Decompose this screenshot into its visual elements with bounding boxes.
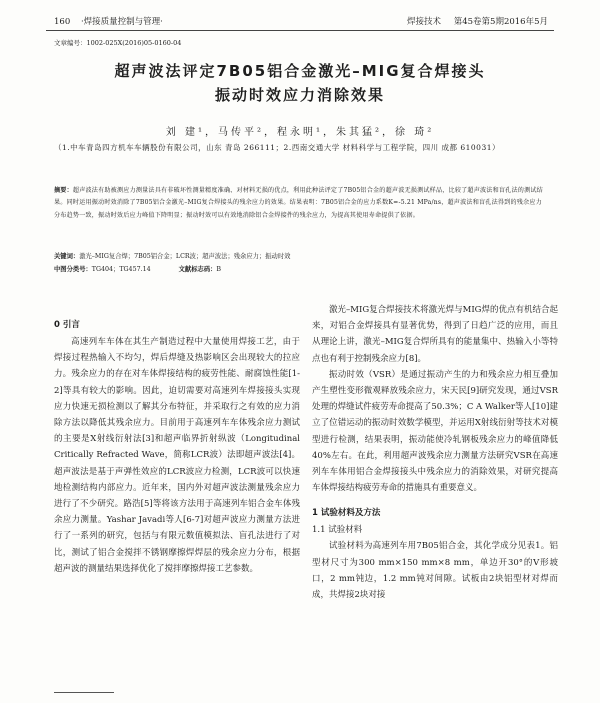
page-number: 160 (54, 17, 71, 27)
running-header (46, 14, 554, 31)
journal-name: 焊接技术 (407, 17, 442, 27)
right-column (312, 302, 558, 603)
keywords (54, 251, 548, 263)
abstract-label: 摘要： (54, 187, 73, 194)
doc-code: B (216, 266, 222, 273)
doc-code-label: 文献标志码： (178, 266, 217, 273)
title-line-2: 振动时效应力消除效果 (214, 86, 385, 104)
intro-paragraph: 高速列车车体在其生产制造过程中大量使用焊接工艺，由于焊接过程热输入不均匀，焊后焊缝及热影响区会出现较大的拉应力。残余应力的存在对车体焊接结构的疲劳性能、耐腐蚀性能[1-2]等具有较大的影响。因此，迫切需要对高速列车焊接接头实现应力快速无损检测以了解其分布特征，并采取行之有效的应力消除方法以降低其残余应力。目前用于高速列车车体残余应力测试的主要是X射线衍射法[3]和超声临界折射纵波（Longitudinal Critically Refracted Wave，简称LCR波）法即超声波法[4]。超声波法是基于声弹性效应的LCR波应力检测，LCR波可以快速地检测结构内部应力。近年来，国内外对超声波法测量残余应力进行了不少研究。路浩[5]等将该方法用于高速列车铝合金车体残余应力测量。Yashar Javadi等人[6-7]对超声波应力测量方法进行了一系列的研究，包括与有限元数值模拟法、盲孔法进行了对比，测试了铝合金搅拌不锈钢摩擦焊焊层的残余应力分布，根据超声波的测量结果选择优化了搅拌摩擦焊接工艺参数。 (54, 337, 300, 574)
laser-mig-paragraph: 激光–MIG复合焊接技术将激光焊与MIG焊的优点有机结合起来，对铝合金焊接具有显著优势，得到了日趋广泛的应用，而且从理论上讲，激光–MIG复合焊所具有的能量集中、热输入小等特点也有利于控制残余应力[8]。 (312, 305, 558, 364)
abstract (54, 185, 548, 222)
affiliation: （1.中车青岛四方机车车辆股份有限公司，山东 青岛 266111；2.西南交通大学 材料科学与工程学院，四川 成都 610031） (54, 143, 500, 152)
section-1-1-heading: 1.1 试验材料 (312, 525, 363, 536)
classification-label: 中图分类号： (54, 266, 92, 273)
section-label: ·焊接质量控制与管理· (80, 17, 163, 27)
left-column (54, 302, 300, 577)
vsr-paragraph: 振动时效（VSR）是通过振动产生的力和残余应力相互叠加产生塑性变形微观释放残余应力，宋天民[9]研究发现，通过VSR处理的焊缝试件疲劳寿命提高了50.3%；C A Walker等人[10]建立了位错运动的振动时效数学模型，并运用X射线衍射等技术对模型进行检测，结果表明，振动能使冷轧钢板残余应力的峰值降低40%左右。在此，利用超声波残余应力测量方法研究VSR在高速列车车体用铝合金焊接接头中残余应力的消除效果，对研究提高车体焊接结构疲劳寿命的措施具有重要意义。 (312, 369, 558, 494)
authors: 刘 建¹，马传平²，程永明¹，朱其猛²，徐 琦² (165, 127, 435, 138)
classification-text: TG404；TG457.14 (91, 266, 151, 273)
issue-info: 第45卷第5期2016年5月 (453, 17, 548, 27)
doc-number: 文章编号：1002-025X(2016)05-0160-04 (54, 39, 182, 47)
footnote-rule (54, 692, 114, 693)
abstract-text: 超声波法有助被测应力测量法具有非破坏性测量精度准确、对材料无损的优点，利用此种法评定了7B05铝合金的超声波无损测试样品，比较了超声波法和盲孔法的测试结果。同时运用振动时效消除了7B05铝合金激光–MIG复合焊接头的残余应力的效果。结果表明：7B05铝合金的应力系数K=-5.21 MPa/ns，超声波法和盲孔法得到的残余应力分布趋势一致，振动时效后应力峰值下降明显；振动时效可以有效地消除铝合金焊接件的残余应力，为提高其使用寿命提供了依据。 (54, 187, 543, 219)
classification (54, 264, 548, 276)
keywords-text: 激光–MIG复合焊；7B05铝合金；LCR波；超声波法；残余应力；振动时效 (79, 253, 291, 260)
section-1-heading: 1 试验材料及方法 (312, 508, 381, 519)
keywords-label: 关键词： (54, 253, 80, 260)
materials-paragraph: 试验材料为高速列车用7B05铝合金，其化学成分见表1。铝型材尺寸为300 mm×150 mm×8 mm，单边开30°的V形坡口，2 mm钝边，1.2 mm钝对间隙。试板由2块铝型材对焊而成，共焊接2块对接 (312, 541, 558, 601)
title-line-1: 超声波法评定7B05铝合金激光–MIG复合焊接头 (114, 62, 486, 80)
intro-heading: 0 引言 (54, 320, 80, 330)
